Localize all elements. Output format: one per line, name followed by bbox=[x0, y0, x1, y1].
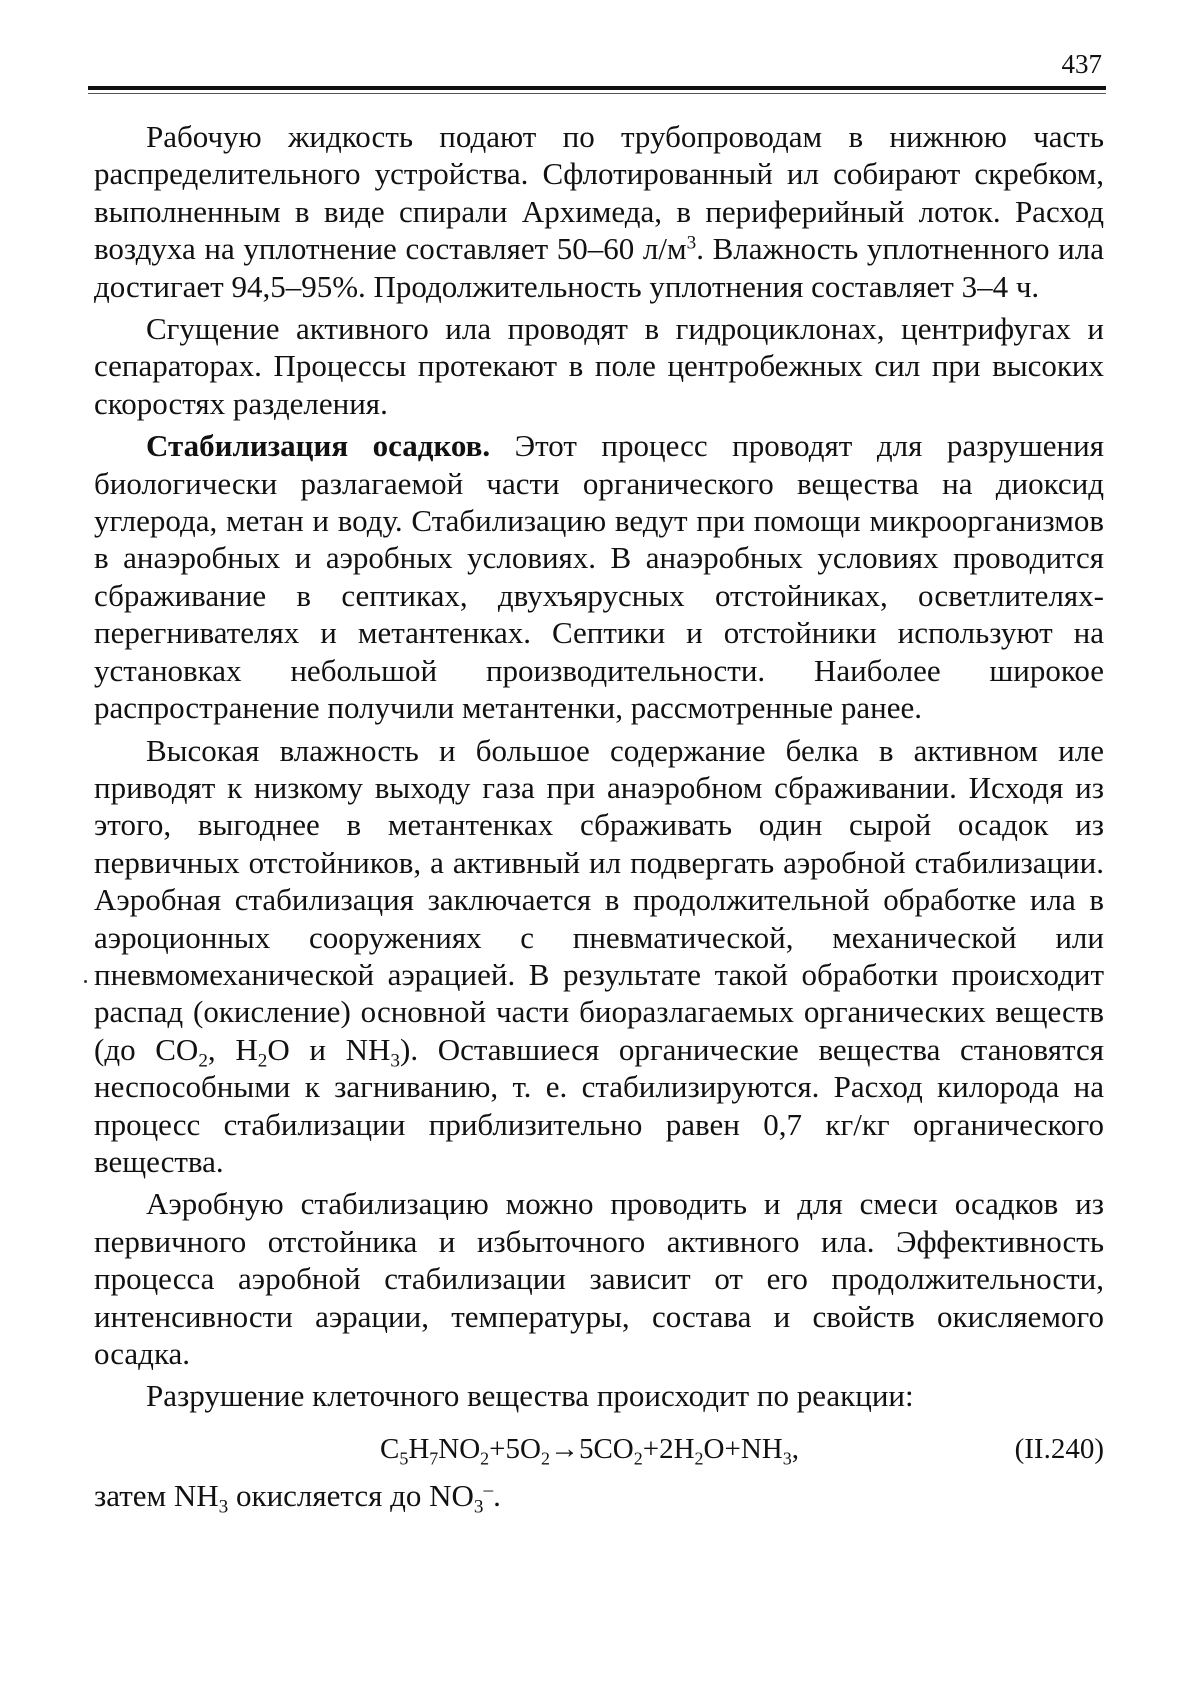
paragraph-text: окисляется до NO bbox=[228, 1477, 474, 1513]
paragraph-text: , H bbox=[207, 1031, 258, 1067]
equation-row bbox=[94, 1429, 1104, 1475]
paragraph-text: O и NH bbox=[267, 1031, 391, 1067]
paragraph-text: . bbox=[493, 1477, 501, 1513]
paragraph-stabilization bbox=[94, 427, 1104, 726]
superscript: 3 bbox=[686, 232, 697, 254]
paragraph-text: Разрушение клеточного вещества происходит по реакции: bbox=[146, 1378, 914, 1414]
paragraph-mixed-sludge bbox=[94, 1185, 1104, 1372]
equation-number: (II.240) bbox=[1014, 1432, 1104, 1465]
paragraph-text: ). Оставшиеся органические вещества становятся неспособными к загниванию, т. е. стабилизируются. Расход килорода на процесс стабилизации приблизительно равен 0,7 кг/кг органического вещества. bbox=[94, 1031, 1104, 1179]
section-heading-inline: Стабилизация осадков. bbox=[146, 428, 491, 464]
header-rule bbox=[88, 86, 1106, 90]
paragraph-aerobic-stabilization bbox=[94, 732, 1104, 1181]
paragraph-reaction-intro bbox=[94, 1377, 1104, 1414]
paragraph-text: . Влажность уплотненного ила достигает 94,5–95%. Продолжительность уплотнения составляет 3–4 ч. bbox=[94, 231, 1104, 304]
subscript: 3 bbox=[390, 1050, 400, 1072]
body-text bbox=[94, 118, 1104, 1518]
scan-speck bbox=[84, 980, 87, 983]
final-line bbox=[94, 1477, 1104, 1518]
subscript: 2 bbox=[198, 1050, 208, 1072]
paragraph-text: Сгущение активного ила проводят в гидроциклонах, центрифугах и сепараторах. Процессы протекают в поле центробежных сил при высоких скоростях разделения. bbox=[94, 311, 1104, 421]
superscript: – bbox=[483, 1479, 494, 1501]
subscript: 3 bbox=[218, 1496, 229, 1518]
paragraph-text: Этот процесс проводят для разрушения биологически разлагаемой части органического вещества на диоксид углерода, метан и воду. Стабилизацию ведут при помощи микроорганизмов в анаэробных и аэробных условиях. В анаэробных условиях проводится сбраживание в септиках, двухъярусных отстойниках, осветлителях-перегнивателях и метантенках. Септики и отстойники используют на установках небольшой производительности. Наиболее широкое распространение получили метантенки, рассмотренные ранее. bbox=[94, 428, 1104, 726]
subscript: 2 bbox=[257, 1050, 268, 1072]
subscript: 3 bbox=[473, 1496, 484, 1518]
header-rule-thin bbox=[88, 93, 1106, 94]
paragraph-sludge-compaction bbox=[94, 118, 1104, 305]
paragraph-text: Высокая влажность и большое содержание белка в активном иле приводят к низкому выходу газа при анаэробном сбраживании. Исходя из этого, выгоднее в метантенках сбраживать один сырой осадок из первичных отстойников, а активный ил подвергать аэробной стабилизации. Аэробная стабилизация заключается в продолжительной обработке ила в аэроционных сооружениях с пневматической, механической или пневмомеханической аэрацией. В результате такой обработки происходит распад (окисление) основной части биоразлагаемых органических веществ (до CO bbox=[94, 732, 1104, 1067]
paragraph-thickening bbox=[94, 310, 1104, 422]
paragraph-text: Рабочую жидкость подают по трубопроводам в нижнюю часть распределительного устройства. Сфлотированный ил собирают скребком, выполненным в виде спирали Архимеда, в периферийный лоток. Расход воздуха на уплотнение составляет 50–60 л/м bbox=[94, 119, 1104, 267]
page-number: 437 bbox=[1061, 49, 1102, 79]
chemical-equation: $C_5H_7NO_2+5O_2\to 5CO_2+2H_2O+NH_3$, bbox=[380, 1432, 799, 1469]
paragraph-text: Аэробную стабилизацию можно проводить и для смеси осадков из первичного отстойника и избыточного активного ила. Эффективность процесса аэробной стабилизации зависит от его продолжительности, интенсивности аэрации, температуры, состава и свойств окисляемого осадка. bbox=[94, 1186, 1104, 1371]
paragraph-text: затем NH bbox=[94, 1477, 219, 1513]
